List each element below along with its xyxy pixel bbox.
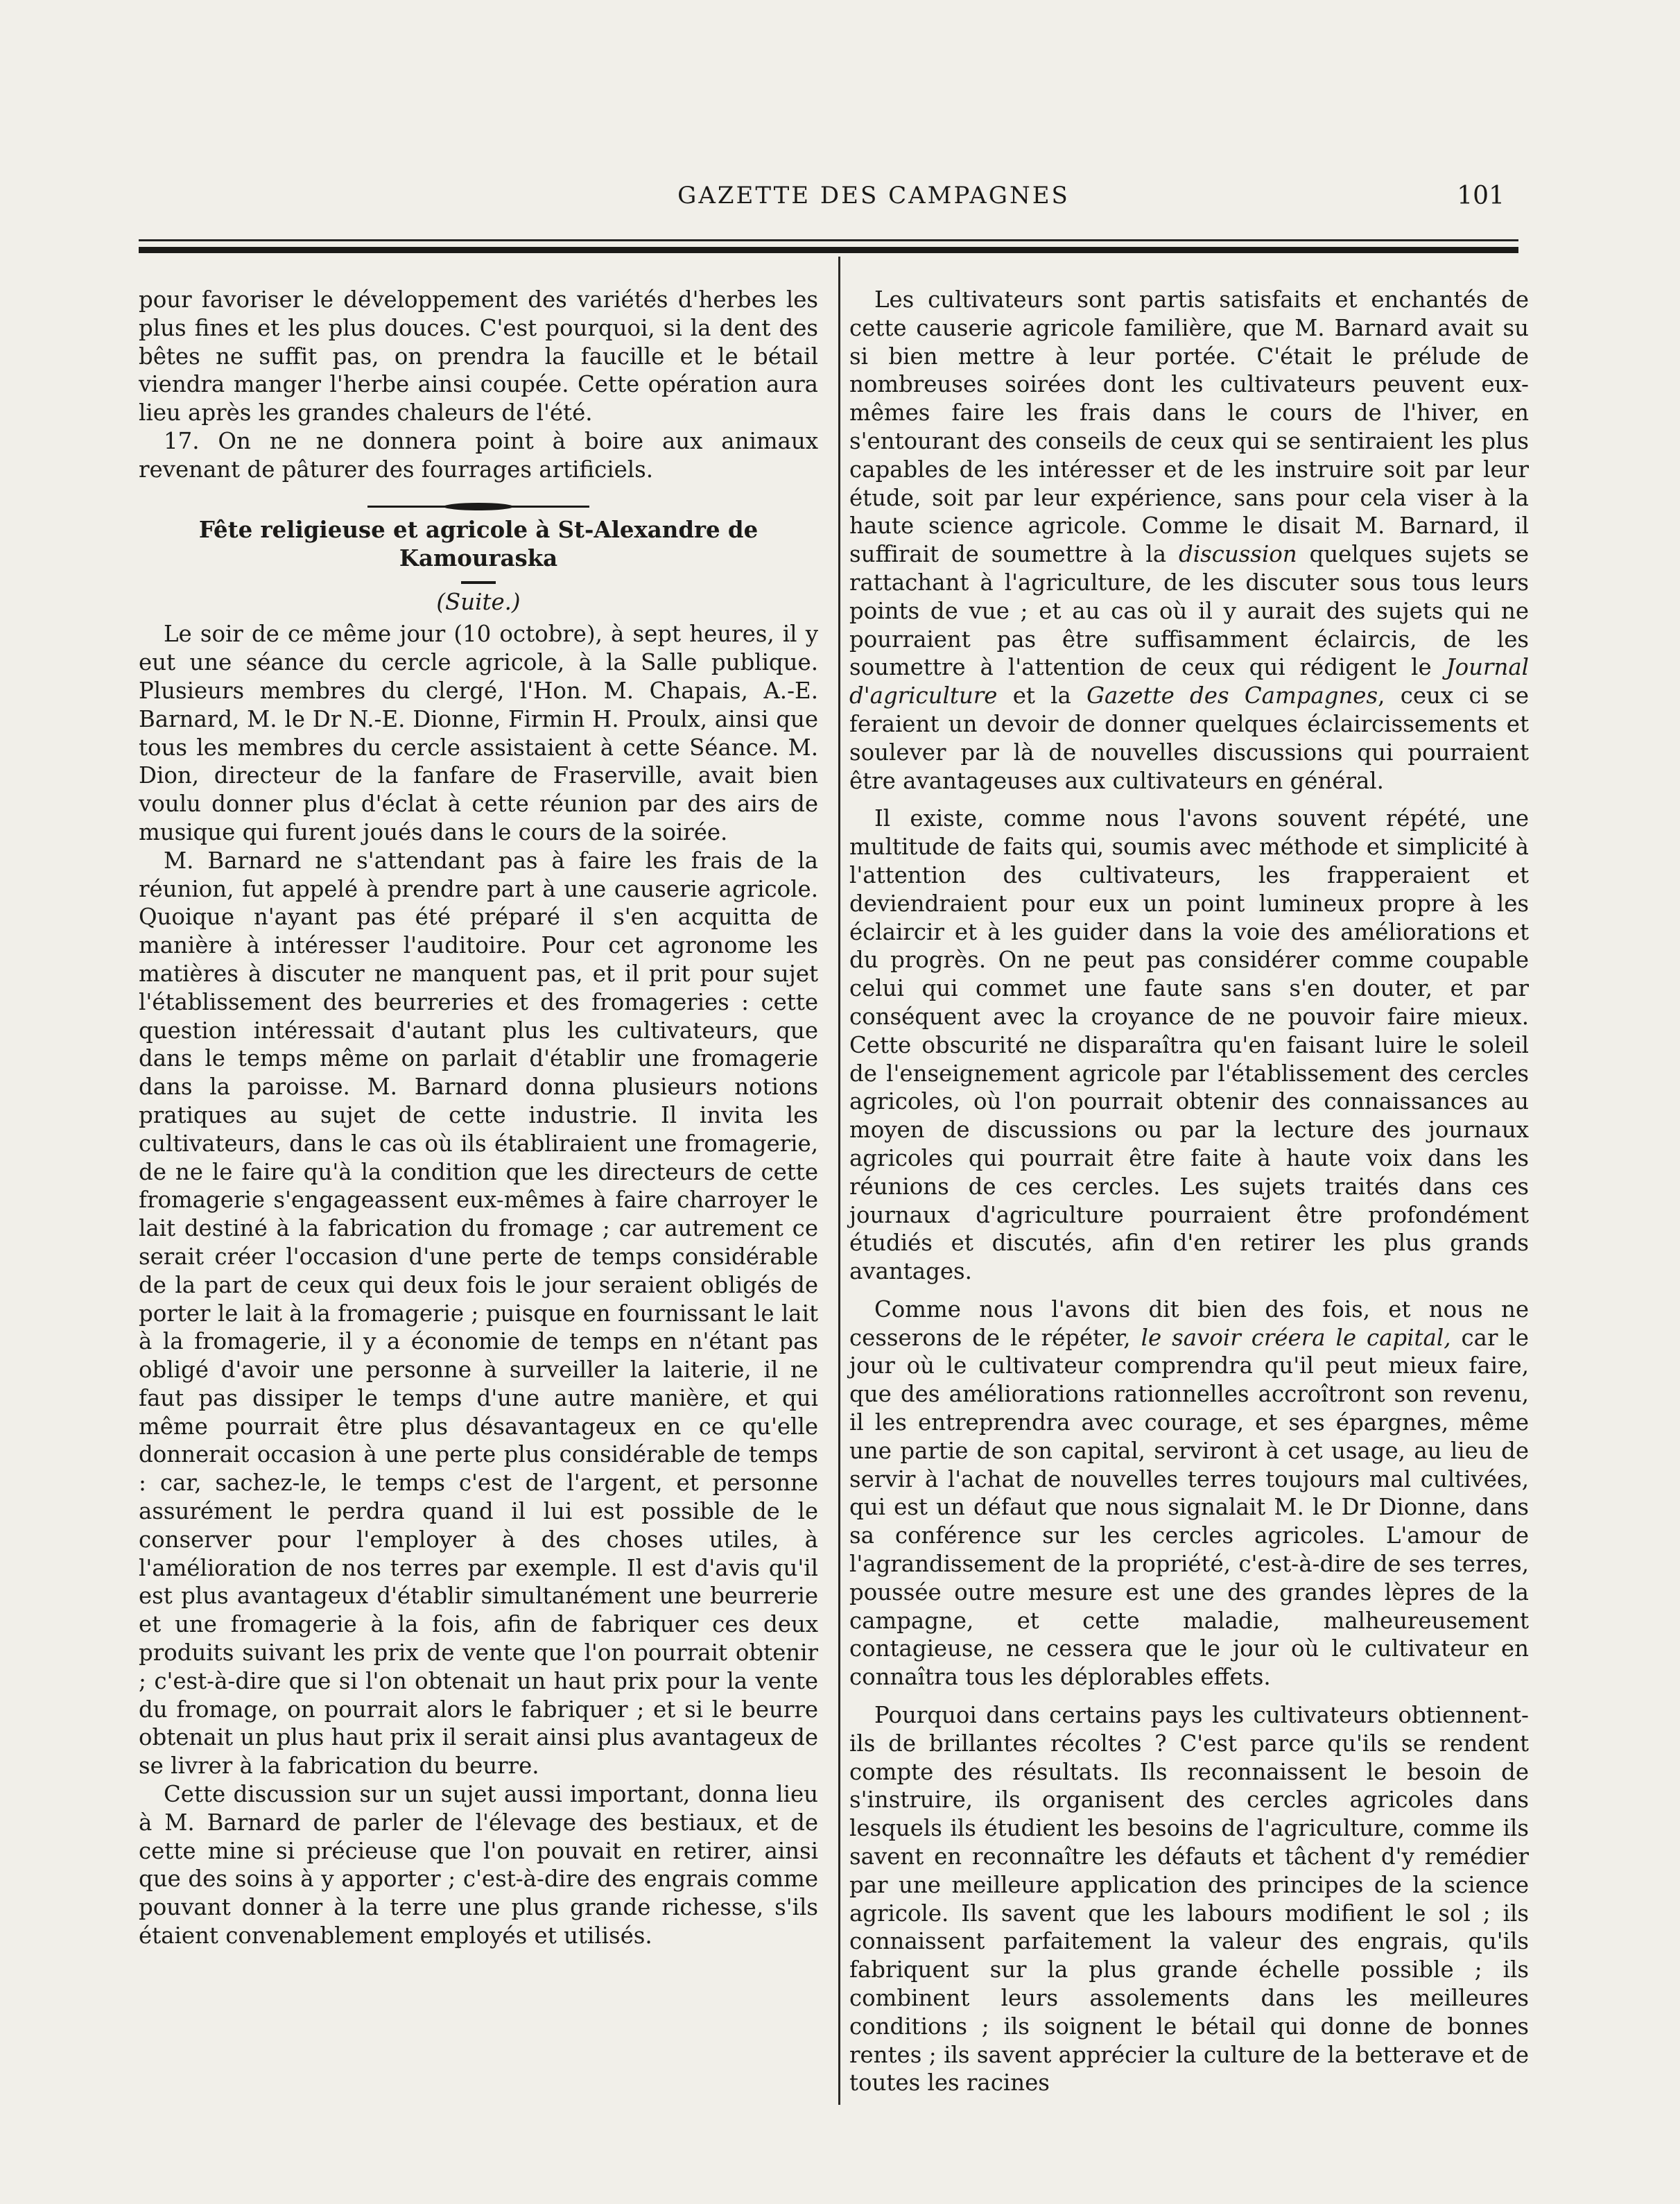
italic-text: discussion bbox=[1178, 541, 1297, 568]
right-column bbox=[849, 286, 1529, 2097]
italic-text: le savoir créera le capital, bbox=[1141, 1324, 1451, 1351]
paragraph: M. Barnard ne s'attendant pas à faire les frais de la réunion, fut appelé à prendre part à une causerie agricole. Quoique n'ayant pas été préparé il s'en acquitta de manière à intéresser l'auditoire. Pour cet agronome les matières à discuter ne manquent pas, et il prit pour sujet l'établissement des beurreries et des fromageries : cette question intéressait d'autant plus les cultivateurs, que dans le temps même on parlait d'établir une fromagerie dans la paroisse. M. Barnard donna plusieurs notions pratiques au sujet de cette industrie. Il invita les cultivateurs, dans le cas où ils établiraient une fromagerie, de ne le faire qu'à la condition que les directeurs de cette fromagerie s'engageassent eux-mêmes à faire charroyer le lait destiné à la fabrication du fromage ; car autrement ce serait créer l'occasion d'une perte de temps considérable de la part de ceux qui deux fois le jour seraient obligés de porter le lait à la fromagerie ; puisque en fournissant le lait à la fromagerie, il y a économie de temps en n'étant pas obligé d'avoir une personne à surveiller la laiterie, il ne faut pas dissiper le temps d'une autre manière, et qui même pourrait être plus désavantageux en ce qu'elle donnerait occasion à une perte plus considérable de temps : car, sachez-le, le temps c'est de l'argent, et personne assurément le perdra quand il lui est possible de le conserver pour l'employer à des choses utiles, à l'amélioration de nos terres par exemple. Il est d'avis qu'il est plus avantageux d'établir simultanément une beurrerie et une fromagerie à la fois, afin de fabriquer ces deux produits suivant les prix de vente que l'on pourrait obtenir ; c'est-à-dire que si l'on obtenait un haut prix pour la vente du fromage, on pourrait alors le fabriquer ; et si le beurre obtenait un plus haut prix il serait ainsi plus avantageux de se livrer à la fabrication du beurre. bbox=[139, 847, 818, 1780]
paragraph: Le soir de ce même jour (10 octobre), à sept heures, il y eut une séance du cercle agricole, à la Salle publique. Plusieurs membres du clergé, l'Hon. M. Chapais, A.-E. Barnard, M. le Dr N.-E. Dionne, Firmin H. Proulx, ainsi que tous les membres du cercle assistaient à cette Séance. M. Dion, directeur de la fanfare de Fraserville, avait bien voulu donner plus d'éclat à cette réunion par des airs de musique qui furent joués dans le cours de la soirée. bbox=[139, 621, 818, 845]
text-run: et la bbox=[997, 682, 1087, 709]
page-number: 101 bbox=[1457, 182, 1505, 210]
heading-dash bbox=[461, 581, 496, 584]
paragraph: 17. On ne ne donnera point à boire aux animaux revenant de pâturer des fourrages artificiels. bbox=[139, 427, 818, 483]
left-column bbox=[139, 286, 818, 1950]
text-run: , ceux ci se feraient un devoir de donner quelques éclaircissements et soulever par là de nouvelles discussions qui pourraient être avantageuses aux cultivateurs en général. bbox=[849, 682, 1529, 794]
publication-title: GAZETTE DES CAMPAGNES bbox=[677, 182, 1070, 209]
text-run: car le jour où le cultivateur comprendra qu'il peut mieux faire, que des améliorations rationnelles accroîtront son revenu, il les entreprendra avec courage, et ses épargnes, même une partie de son capital, serviront à cet usage, au lieu de servir à l'achat de nouvelles terres toujours mal cultivées, qui est un défaut que nous signalait M. le Dr Dionne, dans sa conférence sur les cercles agricoles. L'amour de l'agrandissement de la propriété, c'est-à-dire de ses terres, poussée outre mesure est une des grandes lèpres de la campagne, et cette maladie, malheureusement contagieuse, ne cessera que le jour où le cultivateur en connaîtra tous les déplorables effets. bbox=[849, 1324, 1529, 1691]
paragraph: Pourquoi dans certains pays les cultivateurs obtiennent-ils de brillantes récoltes ? C'est parce qu'ils se rendent compte des résultats. Ils reconnaissent le besoin de s'instruire, ils organisent des cercles agricoles dans lesquels ils étudient les besoins de l'agriculture, comme ils savent en reconnaître les défauts et tâchent d'y remédier par une meilleure application des principes de la science agricole. Ils savent que les labours modifient le sol ; ils connaissent parfaitement la valeur des engrais, qu'ils fabriquent sur la plus grande échelle possible ; ils combinent leurs assolements dans les meilleures conditions ; ils soignent le bétail qui donne de bonnes rentes ; ils savent apprécier la culture de la betterave et de toutes les racines bbox=[849, 1702, 1529, 2097]
paragraph: Cette discussion sur un sujet aussi important, donna lieu à M. Barnard de parler de l'élevage des bestiaux, et de cette mine si précieuse que l'on pouvait en retirer, ainsi que des soins à y apporter ; c'est-à-dire des engrais comme pouvant donner à la terre une plus grande richesse, s'ils étaient convenablement employés et utilisés. bbox=[139, 1781, 818, 1949]
column-divider bbox=[838, 257, 840, 2105]
italic-text: Journal d'agriculture bbox=[849, 654, 1529, 709]
header-rule-thin bbox=[139, 239, 1518, 241]
text-run: quelques sujets se rattachant à l'agriculture, de les discuter sous tous leurs points de vue ; et au cas où il y aurait des sujets qui ne pourraient pas être suffisamment éclaircis, de les soumettre à l'attention de ceux qui rédigent le bbox=[849, 541, 1529, 681]
paragraph bbox=[849, 286, 1529, 795]
section-ornament bbox=[367, 502, 589, 512]
text-run: Les cultivateurs sont partis satisfaits et enchantés de cette causerie agricole familière, que M. Barnard avait su si bien mettre à leur portée. C'était le prélude de nombreuses soirées dont les cultivateurs peuvent eux-mêmes faire les frais dans le cours de l'hiver, en s'entourant des conseils de ceux qui se sentiraient les plus capables de les intéresser et de les instruire soit par leur étude, soit par leur expérience, sans pour cela viser à la haute science agricole. Comme le disait M. Barnard, il suffirait de soumettre à la bbox=[849, 286, 1529, 568]
text-run: Comme nous l'avons dit bien des fois, et nous ne cesserons de le répéter, bbox=[849, 1295, 1529, 1351]
continuation-label: (Suite.) bbox=[436, 588, 521, 615]
header-rule-thick bbox=[139, 247, 1518, 253]
italic-text: Gazette des Campagnes bbox=[1086, 682, 1378, 709]
paragraph: Il existe, comme nous l'avons souvent répété, une multitude de faits qui, soumis avec méthode et simplicité à l'attention des cultivateurs, les frapperaient et deviendraient pour eux un point lumineux propre à les éclaircir et à les guider dans la voie des améliorations et du progrès. On ne peut pas considérer comme coupable celui qui commet une faute sans s'en douter, et par conséquent avec la croyance de ne pouvoir faire mieux. Cette obscurité ne disparaîtra qu'en faisant luire le soleil de l'enseignement agricole par l'établissement des cercles agricoles, où l'on pourrait obtenir des connaissances au moyen de discussions ou par la lecture des journaux agricoles qui pourrait être faite à haute voix dans les réunions de ces cercles. Les sujets traités dans ces journaux d'agriculture pourraient être profondément étudiés et discutés, afin d'en retirer les plus grands avantages. bbox=[849, 805, 1529, 1285]
running-head bbox=[139, 182, 1518, 223]
paragraph bbox=[849, 1295, 1529, 1691]
paragraph: pour favoriser le développement des variétés d'herbes les plus fines et les plus douces. C'est pourquoi, si la dent des bêtes ne suffit pas, on prendra la faucille et le bétail viendra manger l'herbe ainsi coupée. Cette opération aura lieu après les grandes chaleurs de l'été. bbox=[139, 286, 818, 427]
section-heading: Fête religieuse et agricole à St-Alexandre de Kamouraska bbox=[198, 516, 759, 571]
